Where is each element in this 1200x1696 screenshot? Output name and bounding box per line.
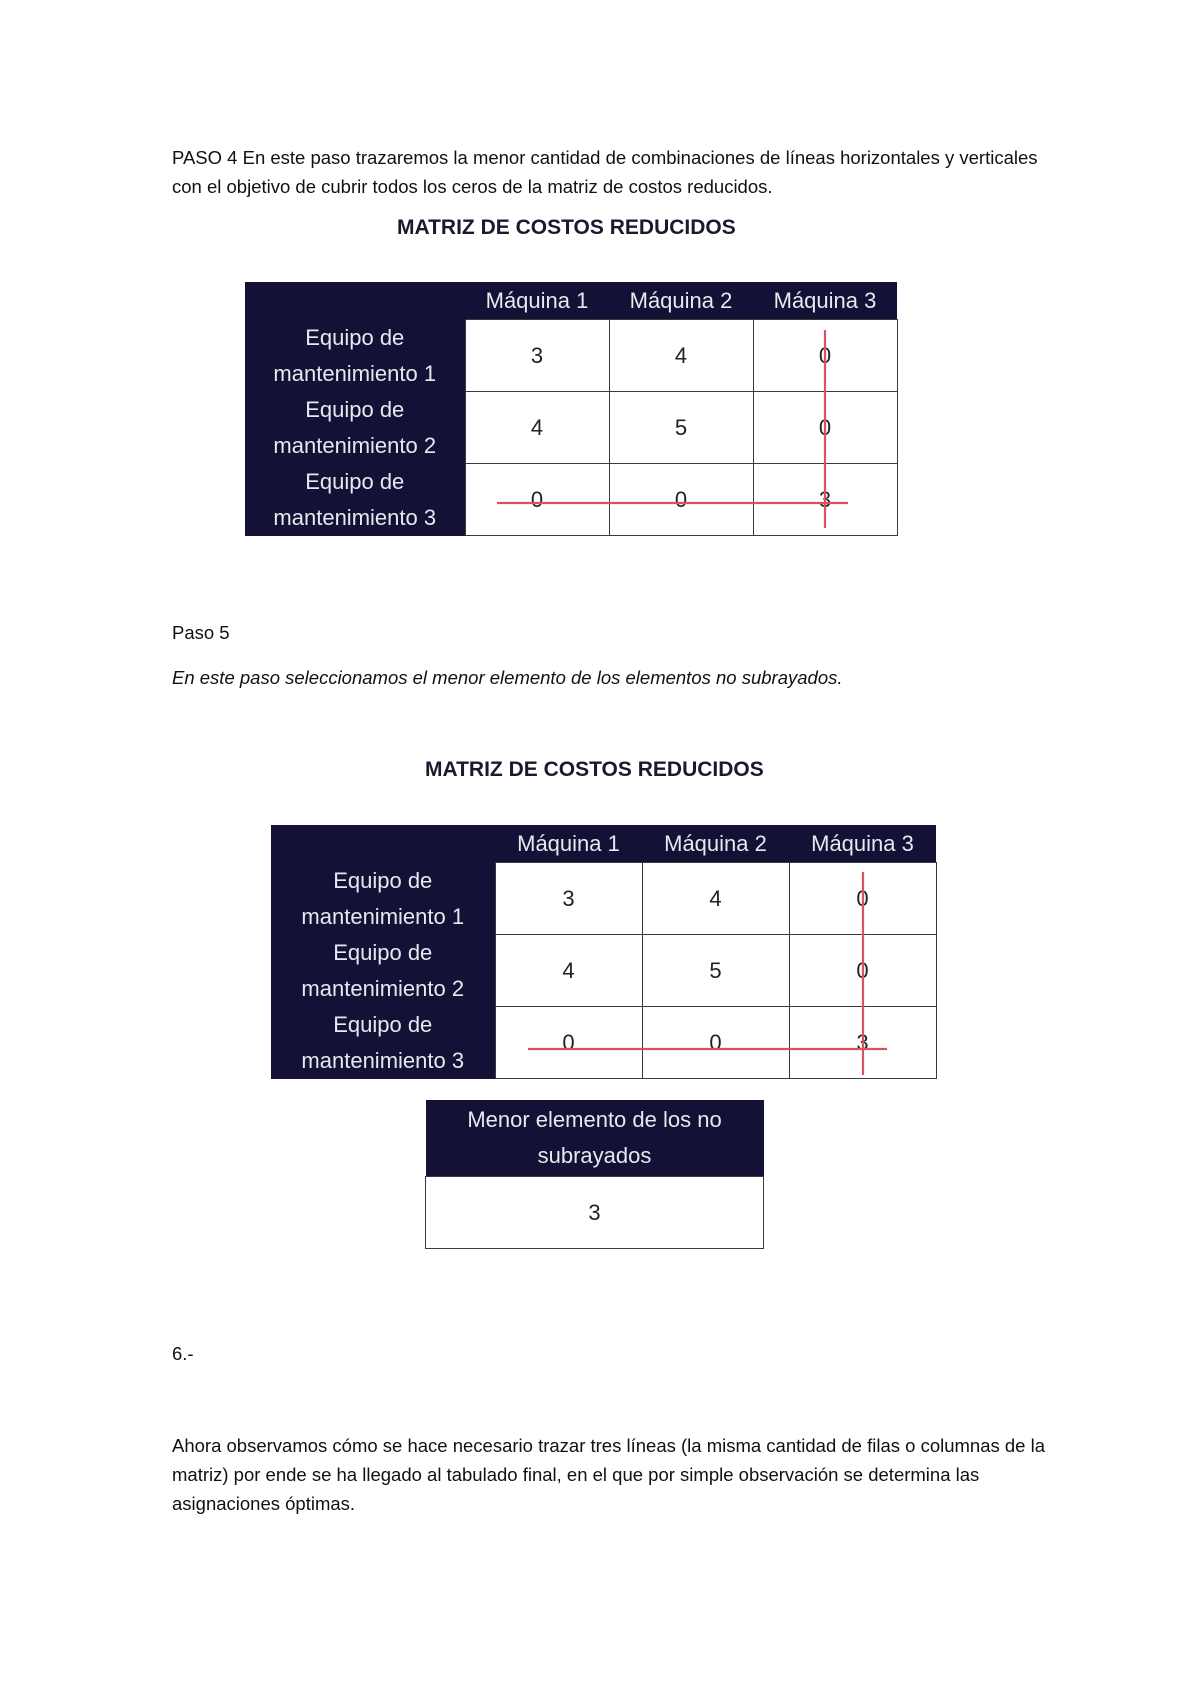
- matrix-cell: 0: [753, 392, 897, 464]
- matrix-cell: 3: [465, 320, 609, 392]
- matrix-cell: 0: [465, 464, 609, 536]
- row-header-equipo-2: [245, 392, 465, 464]
- paso6-paragraph: Ahora observamos cómo se hace necesario trazar tres líneas (la misma cantidad de filas o columnas de la matriz) por ende se ha llegado al tabulado final, en el que por simple observación se determina las asignaciones óptimas.: [172, 1435, 1046, 1514]
- matrix-title-1: MATRIZ DE COSTOS REDUCIDOS: [397, 216, 736, 239]
- matrix-cell: 0: [495, 1007, 642, 1079]
- paso5-heading: Paso 5: [172, 622, 230, 643]
- matrix-cell: 4: [609, 320, 753, 392]
- row-label-line1: Equipo de: [333, 1011, 433, 1037]
- menor-elemento-header: [426, 1100, 764, 1177]
- matrix-cell: 0: [609, 464, 753, 536]
- row-header-equipo-3: [271, 1007, 495, 1079]
- col-header-maquina-1: Máquina 1: [465, 282, 609, 320]
- row-header-equipo-2: [271, 935, 495, 1007]
- row-label-line2: mantenimiento 1: [273, 360, 437, 386]
- menor-header-line2: subrayados: [537, 1143, 652, 1168]
- matrix-cell: 3: [789, 1007, 936, 1079]
- row-label-line2: mantenimiento 2: [273, 432, 437, 458]
- row-label-line1: Equipo de: [333, 939, 433, 965]
- matrix-cell: 5: [642, 935, 789, 1007]
- matrix-title-2: MATRIZ DE COSTOS REDUCIDOS: [425, 758, 764, 781]
- matrix-cell: 4: [642, 863, 789, 935]
- col-header-maquina-3: Máquina 3: [789, 825, 936, 863]
- col-header-maquina-2: Máquina 2: [642, 825, 789, 863]
- matrix-corner: [245, 282, 465, 320]
- row-label-line2: mantenimiento 1: [301, 903, 465, 929]
- row-label-line1: Equipo de: [333, 867, 433, 893]
- col-header-maquina-1: Máquina 1: [495, 825, 642, 863]
- matrix-cell: 0: [642, 1007, 789, 1079]
- paso6-heading: 6.-: [172, 1343, 194, 1364]
- matrix-cell: 0: [789, 935, 936, 1007]
- row-label-line2: mantenimiento 3: [273, 504, 437, 530]
- menor-elemento-value: 3: [426, 1177, 764, 1249]
- row-label-line1: Equipo de: [305, 324, 405, 350]
- matrix-cell: 5: [609, 392, 753, 464]
- matrix-cell: 3: [753, 464, 897, 536]
- row-header-equipo-1: [245, 320, 465, 392]
- paso4-paragraph: PASO 4 En este paso trazaremos la menor cantidad de combinaciones de líneas horizontales y verticales con el objetivo de cubrir todos los ceros de la matriz de costos reducidos.: [172, 147, 1038, 197]
- row-label-line1: Equipo de: [305, 396, 405, 422]
- col-header-maquina-2: Máquina 2: [609, 282, 753, 320]
- col-header-maquina-3: Máquina 3: [753, 282, 897, 320]
- menor-header-line1: Menor elemento de los no: [467, 1107, 722, 1132]
- row-label-line2: mantenimiento 3: [301, 1047, 465, 1073]
- reduced-cost-matrix-1: [245, 282, 898, 536]
- matrix-cell: 4: [465, 392, 609, 464]
- matrix-cell: 4: [495, 935, 642, 1007]
- reduced-cost-matrix-2: [271, 825, 937, 1079]
- row-label-line2: mantenimiento 2: [301, 975, 465, 1001]
- paso5-paragraph: En este paso seleccionamos el menor elemento de los elementos no subrayados.: [172, 667, 843, 688]
- menor-elemento-table: [425, 1100, 764, 1249]
- row-header-equipo-1: [271, 863, 495, 935]
- matrix-cell: 0: [789, 863, 936, 935]
- row-header-equipo-3: [245, 464, 465, 536]
- matrix-cell: 0: [753, 320, 897, 392]
- row-label-line1: Equipo de: [305, 468, 405, 494]
- matrix-cell: 3: [495, 863, 642, 935]
- matrix-corner: [271, 825, 495, 863]
